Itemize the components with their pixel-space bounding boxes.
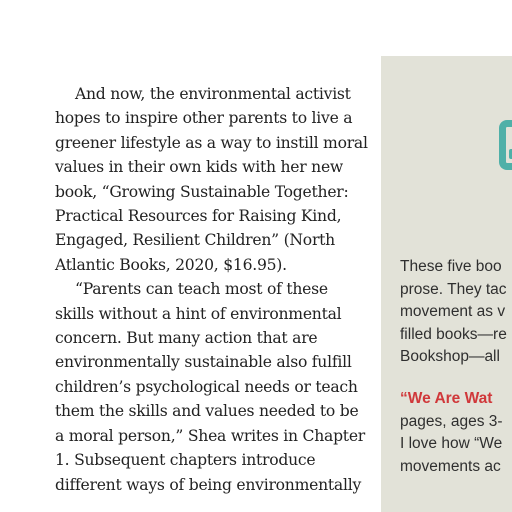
- article-line: And now, the environmental activist: [75, 85, 351, 103]
- article-line: values in their own kids with her new: [55, 158, 344, 177]
- article-line: children’s psychological needs or teach: [55, 377, 358, 396]
- article-line: different ways of being environmentally: [55, 475, 362, 494]
- book-title-heading: “We Are Wat: [400, 389, 493, 407]
- article-line: greener lifestyle as a way to instill moral: [55, 133, 368, 152]
- sidebar-line: pages, ages 3-: [400, 412, 503, 430]
- article-line: Engaged, Resilient Children” (North: [55, 231, 335, 250]
- article-line: Atlantic Books, 2020, $16.95).: [55, 255, 287, 274]
- article-paragraph-1: [55, 82, 373, 277]
- article-line: concern. But many action that are: [55, 329, 318, 348]
- sidebar-text: [400, 256, 512, 478]
- article-line: Practical Resources for Raising Kind,: [55, 207, 342, 226]
- book-sidebar: [381, 56, 512, 512]
- sidebar-line: movements ac: [400, 457, 501, 475]
- article-line: them the skills and values needed to be: [55, 402, 359, 421]
- book-icon: [499, 120, 512, 170]
- article-line: hopes to inspire other parents to live a: [55, 109, 353, 128]
- sidebar-line: Bookshop—all: [400, 348, 500, 366]
- article-line: environmentally sustainable also fulfill: [55, 353, 352, 372]
- article-line: 1. Subsequent chapters introduce: [55, 451, 316, 470]
- article-line: book, “Growing Sustainable Together:: [55, 182, 349, 201]
- article-paragraph-2: [55, 277, 373, 497]
- article-line: skills without a hint of environmental: [55, 304, 342, 323]
- sidebar-line: I love how “We: [400, 435, 503, 453]
- sidebar-line: movement as v: [400, 303, 506, 321]
- sidebar-spacer: [400, 369, 512, 388]
- article-column: [55, 82, 373, 497]
- article-line: a moral person,” Shea writes in Chapter: [55, 426, 365, 445]
- sidebar-line: These five boo: [400, 258, 502, 275]
- sidebar-line: prose. They tac: [400, 280, 507, 298]
- article-line: “Parents can teach most of these: [75, 280, 328, 299]
- sidebar-line: filled books—re: [400, 325, 507, 343]
